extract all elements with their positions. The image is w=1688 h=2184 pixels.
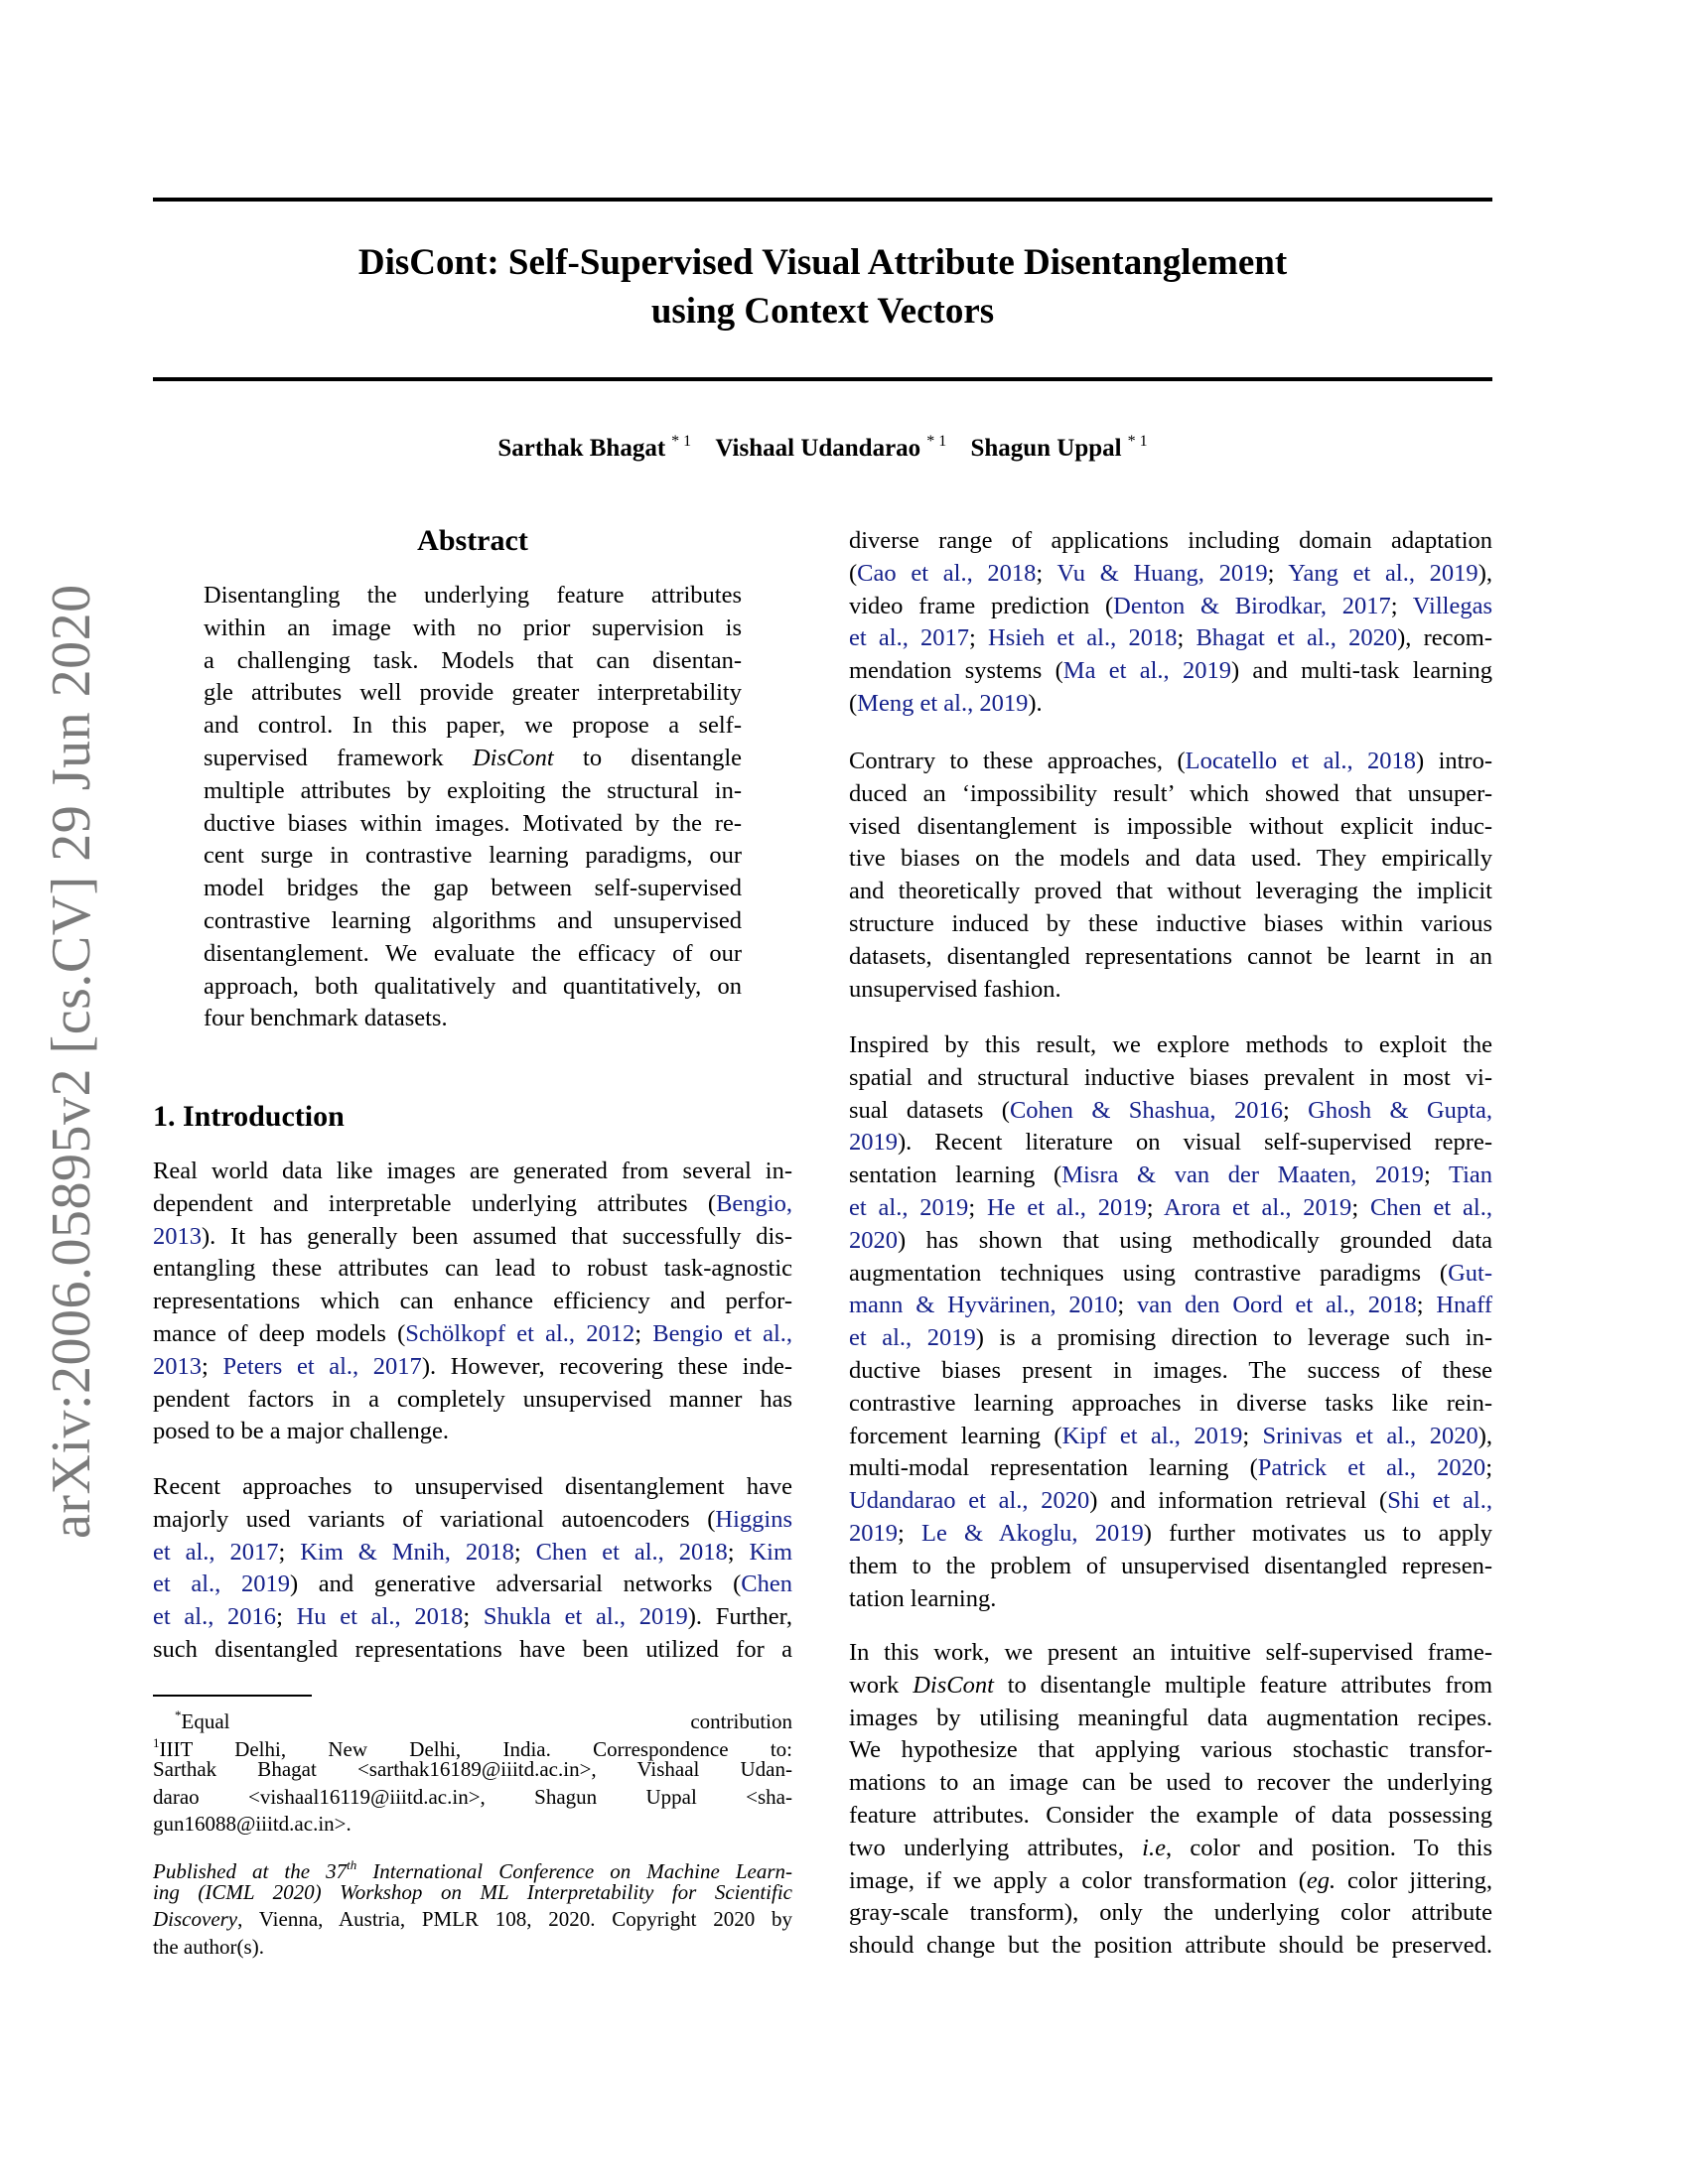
- text: contrastive learning approaches in diverse tasks like rein-: [849, 1389, 1492, 1417]
- text-line: [153, 1906, 792, 1934]
- text: ) has shown that using methodically grounded data: [898, 1226, 1492, 1254]
- text: ) intro-: [1416, 748, 1493, 774]
- citation-link[interactable]: Denton & Birodkar, 2017: [1113, 592, 1391, 619]
- citation-link[interactable]: Bengio et al.,: [652, 1320, 793, 1347]
- text-line: [849, 557, 1492, 590]
- text: diverse range of applications including domain adaptation: [849, 527, 1492, 554]
- text: color jittering,: [1336, 1866, 1492, 1894]
- text: posed to be a major challenge.: [153, 1418, 449, 1445]
- text: supervised framework: [204, 745, 473, 771]
- text: approach, both qualitatively and quantitatively, on: [204, 972, 742, 1000]
- text: ;: [727, 1538, 750, 1566]
- citation-link[interactable]: et al., 2019: [849, 1194, 969, 1221]
- text: ;: [1146, 1194, 1165, 1221]
- text-line: [849, 1289, 1492, 1321]
- citation-link[interactable]: Vu & Huang, 2019: [1056, 559, 1268, 587]
- text-line: [849, 1832, 1492, 1864]
- text: ;: [278, 1538, 301, 1566]
- citation-link[interactable]: 2019: [849, 1129, 898, 1157]
- text-line: [849, 1126, 1492, 1159]
- citation-link[interactable]: He et al., 2019: [986, 1194, 1147, 1221]
- text-line: [849, 1451, 1492, 1484]
- text: ;: [276, 1603, 297, 1631]
- text-line: [153, 1252, 792, 1285]
- text-line: [204, 904, 742, 937]
- text: ;: [1351, 1194, 1370, 1221]
- italic-text: Discovery: [153, 1907, 238, 1931]
- text: tation learning.: [849, 1584, 997, 1612]
- text-line: [153, 1503, 792, 1536]
- text: ). It has generally been assumed that successfully dis-: [202, 1222, 792, 1250]
- text-line: [849, 621, 1492, 654]
- text-line: [849, 1550, 1492, 1582]
- text: ) and information retrieval (: [1089, 1487, 1388, 1515]
- italic-text: eg.: [1306, 1866, 1336, 1894]
- text: Sarthak Bhagat <sarthak16189@iiitd.ac.in>, Vishaal Udan-: [153, 1757, 792, 1781]
- title-bottom-rule: [153, 377, 1492, 381]
- text: sual datasets (: [849, 1096, 1010, 1124]
- text: Recent approaches to unsupervised disentanglement have: [153, 1473, 792, 1500]
- text-line: [153, 1879, 792, 1907]
- text-line: [204, 676, 742, 709]
- text: ;: [1036, 559, 1057, 587]
- text: tive biases on the models and data used. They empirically: [849, 845, 1492, 873]
- text-line: [849, 1257, 1492, 1290]
- text: within an image with no prior supervision is: [204, 614, 742, 641]
- text: datasets, disentangled representations cannot be learnt in an: [849, 942, 1492, 970]
- text: gray-scale transform), only the underlying color attribute: [849, 1899, 1492, 1927]
- text: Real world data like images are generated from several in-: [153, 1158, 792, 1184]
- section-heading-introduction: 1. Introduction: [153, 1100, 345, 1133]
- author-list: [153, 433, 1492, 463]
- citation-link[interactable]: Kim & Mnih, 2018: [300, 1538, 514, 1566]
- text-line: [204, 612, 742, 644]
- citation-link[interactable]: Bengio,: [716, 1189, 792, 1217]
- author-2: Shagun Uppal $^{* 1}$: [970, 433, 1148, 462]
- text: image, if we apply a color transformation (: [849, 1866, 1307, 1894]
- text: ;: [1267, 559, 1289, 587]
- citation-link[interactable]: et al., 2017: [849, 624, 970, 652]
- citation-link[interactable]: Cohen & Shashua, 2016: [1009, 1096, 1283, 1124]
- citation-link[interactable]: Hsieh et al., 2018: [988, 624, 1178, 652]
- text-line: [849, 842, 1492, 875]
- text: entangling these attributes can lead to robust task-agnostic: [153, 1255, 792, 1283]
- text: (: [849, 559, 858, 587]
- text-line: [849, 1028, 1492, 1061]
- text-line: [153, 1568, 792, 1600]
- citation-link[interactable]: et al., 2019: [153, 1570, 290, 1598]
- text-line: [849, 1094, 1492, 1127]
- text: augmentation techniques using contrastive paradigms (: [849, 1259, 1449, 1287]
- citation-link[interactable]: Kim: [749, 1538, 793, 1566]
- citation-link[interactable]: 2013: [153, 1222, 202, 1250]
- text-line: [849, 777, 1492, 810]
- citation-link[interactable]: Udandarao et al., 2020: [849, 1487, 1090, 1515]
- citation-link[interactable]: Cao et al., 2018: [857, 559, 1037, 587]
- text-line: [204, 1002, 742, 1034]
- text: ). Recent literature on visual self-supervised repre-: [898, 1129, 1492, 1157]
- text-line: [204, 644, 742, 677]
- text: ). However, recovering these inde-: [421, 1352, 792, 1380]
- text-line: [153, 1383, 792, 1416]
- text: ;: [969, 624, 989, 652]
- author-1: Vishaal Udandarao $^{* 1}$: [715, 433, 947, 462]
- text: ;: [1177, 624, 1196, 652]
- text: ;: [968, 1194, 987, 1221]
- text: feature attributes. Consider the example of data possessing: [849, 1802, 1492, 1829]
- text: cent surge in contrastive learning paradigms, our: [204, 842, 742, 870]
- italic-text: Published at the: [153, 1859, 327, 1883]
- text-line: [849, 1582, 1492, 1615]
- footnote-mark: *: [175, 1707, 182, 1722]
- text-line: [153, 1934, 792, 1962]
- text: majorly used variants of variational autoencoders (: [153, 1505, 716, 1533]
- text-line: [153, 1350, 792, 1383]
- text-line: [175, 1702, 792, 1733]
- text-line: [849, 1159, 1492, 1191]
- citation-link[interactable]: 2019: [849, 1520, 898, 1547]
- text: two underlying attributes,: [849, 1834, 1143, 1861]
- citation-link[interactable]: Schölkopf et al., 2012: [405, 1320, 635, 1347]
- citation-link[interactable]: Kipf et al., 2019: [1061, 1422, 1243, 1449]
- text: ) further motivates us to apply: [1143, 1520, 1493, 1547]
- text-line: [153, 1784, 792, 1812]
- text: We hypothesize that applying various stochastic transfor-: [849, 1736, 1492, 1764]
- citation-link[interactable]: et al., 2016: [153, 1603, 277, 1631]
- citation-link[interactable]: Shukla et al., 2019: [483, 1603, 688, 1631]
- text: ;: [1390, 592, 1413, 619]
- citation-link[interactable]: 2020: [849, 1226, 898, 1254]
- citation-link[interactable]: 2013: [153, 1352, 202, 1380]
- text: ;: [1242, 1422, 1263, 1449]
- text: gle attributes well provide greater interpretability: [204, 679, 742, 707]
- text: work: [849, 1671, 914, 1699]
- text: ),: [1477, 1422, 1492, 1449]
- text-line: [849, 524, 1492, 557]
- text: ) and generative adversarial networks (: [289, 1570, 742, 1598]
- text: , Vienna, Austria, PMLR 108, 2020. Copyright 2020 by: [237, 1907, 792, 1931]
- text-line: [153, 1600, 792, 1633]
- citation-link[interactable]: Shi et al.,: [1387, 1487, 1492, 1515]
- text: dependent and interpretable underlying attributes (: [153, 1189, 717, 1217]
- superscript: th: [347, 1857, 357, 1872]
- arxiv-stamp: arXiv:2006.05895v2 [cs.CV] 29 Jun 2020: [41, 584, 102, 1539]
- abstract-heading: Abstract: [417, 524, 528, 557]
- italic-text: DisCont: [472, 745, 554, 771]
- text-line: [849, 1733, 1492, 1766]
- citation-link[interactable]: Gut-: [1448, 1259, 1492, 1287]
- text: Equal contribution: [181, 1709, 792, 1733]
- citation-link[interactable]: et al., 2019: [849, 1324, 976, 1352]
- citation-link[interactable]: mann & Hyvärinen, 2010: [849, 1292, 1118, 1319]
- text: IIIT Delhi, New Delhi, India. Correspondence to:: [159, 1736, 792, 1761]
- text: , color and position. To this: [1165, 1834, 1492, 1861]
- italic-text: DisCont: [913, 1671, 994, 1699]
- text-line: [153, 1415, 792, 1447]
- text-line: [204, 579, 742, 612]
- text: ductive biases present in images. The success of these: [849, 1357, 1492, 1384]
- text-line: [849, 973, 1492, 1006]
- text-line: [153, 1729, 792, 1761]
- text: and control. In this paper, we propose a self-: [204, 712, 742, 740]
- citation-link[interactable]: Srinivas et al., 2020: [1262, 1422, 1478, 1449]
- citation-link[interactable]: Hnaff: [1436, 1292, 1493, 1319]
- footnote-rule: [153, 1695, 312, 1697]
- text: ). Further,: [687, 1603, 792, 1631]
- text-line: [849, 1766, 1492, 1799]
- citation-link[interactable]: Meng et al., 2019: [857, 690, 1029, 717]
- text: the author(s).: [153, 1934, 264, 1959]
- text: Inspired by this result, we explore methods to exploit the: [849, 1031, 1492, 1058]
- text-line: [849, 1224, 1492, 1257]
- text-line: [153, 1470, 792, 1503]
- text-line: [153, 1633, 792, 1666]
- text-line: [204, 872, 742, 904]
- citation-link[interactable]: Peters et al., 2017: [222, 1352, 422, 1380]
- text-line: [849, 1321, 1492, 1354]
- text: ductive biases within images. Motivated by the re-: [204, 809, 742, 837]
- text: Contrary to these approaches, (: [849, 748, 1186, 774]
- text-line: [204, 937, 742, 970]
- citation-link[interactable]: Higgins: [715, 1505, 792, 1533]
- text: ;: [1416, 1292, 1437, 1319]
- paper-title: [153, 238, 1492, 336]
- text: four benchmark datasets.: [204, 1005, 448, 1032]
- text-line: [849, 1061, 1492, 1094]
- text-line: [153, 1285, 792, 1317]
- citation-link[interactable]: Chen et al.,: [1369, 1194, 1492, 1221]
- text: to disentangle multiple feature attributes from: [993, 1671, 1492, 1699]
- citation-link[interactable]: Chen et al., 2018: [535, 1538, 728, 1566]
- text: model bridges the gap between self-supervised: [204, 875, 742, 902]
- text: ),: [1477, 559, 1492, 587]
- text: ), recom-: [1397, 624, 1492, 652]
- text-line: [849, 1799, 1492, 1832]
- citation-link[interactable]: Ma et al., 2019: [1062, 657, 1231, 685]
- text: to disentangle: [553, 745, 742, 771]
- text-line: [153, 1536, 792, 1569]
- title-line-2: using Context Vectors: [650, 291, 995, 332]
- text-line: [849, 745, 1492, 777]
- citation-link[interactable]: Arora et al., 2019: [1164, 1194, 1352, 1221]
- text-line: [849, 1191, 1492, 1224]
- text-line: [849, 940, 1492, 973]
- italic-text: 37: [326, 1859, 348, 1883]
- text: forcement learning (: [849, 1422, 1062, 1449]
- citation-link[interactable]: Chen: [741, 1570, 792, 1598]
- text: ;: [1423, 1161, 1449, 1189]
- title-line-1: DisCont: Self-Supervised Visual Attribute Disentanglement: [357, 242, 1288, 283]
- text-line: [153, 1851, 792, 1883]
- text-line: [849, 1929, 1492, 1962]
- text-line: [849, 1636, 1492, 1669]
- text: mations to an image can be used to recover the underlying: [849, 1769, 1492, 1797]
- text-line: [153, 1756, 792, 1784]
- text-line: [849, 590, 1492, 622]
- text: sentation learning (: [849, 1161, 1062, 1189]
- text: vised disentanglement is impossible without explicit induc-: [849, 812, 1492, 840]
- text: pendent factors in a completely unsupervised manner has: [153, 1385, 792, 1413]
- text: contrastive learning algorithms and unsupervised: [204, 907, 742, 934]
- text-line: [849, 1484, 1492, 1517]
- title-top-rule: [153, 198, 1492, 202]
- text: gun16088@iiitd.ac.in>.: [153, 1812, 352, 1836]
- italic-text: ing (ICML 2020) Workshop on ML Interpretability for Scientific: [153, 1879, 792, 1904]
- text-line: [153, 1811, 792, 1839]
- footnote-mark: 1: [153, 1734, 160, 1750]
- citation-link[interactable]: Yang et al., 2019: [1288, 559, 1478, 587]
- text: ;: [202, 1352, 223, 1380]
- citation-link[interactable]: et al., 2017: [153, 1538, 279, 1566]
- text-line: [849, 1420, 1492, 1452]
- text-line: [849, 1896, 1492, 1929]
- text-line: [153, 1187, 792, 1220]
- text: ;: [634, 1320, 653, 1347]
- text-line: [849, 875, 1492, 907]
- text: (: [849, 690, 858, 717]
- text: ;: [513, 1538, 536, 1566]
- text-line: [153, 1155, 792, 1187]
- text: multiple attributes by exploiting the structural in-: [204, 776, 742, 804]
- citation-link[interactable]: Tian: [1448, 1161, 1493, 1189]
- text: and theoretically proved that without leveraging the implicit: [849, 878, 1492, 905]
- text-line: [204, 970, 742, 1003]
- citation-link[interactable]: Patrick et al., 2020: [1257, 1454, 1486, 1482]
- text-line: [153, 1220, 792, 1253]
- text: In this work, we present an intuitive self-supervised frame-: [849, 1639, 1492, 1666]
- text-line: [204, 709, 742, 742]
- text: darao <vishaal16119@iiitd.ac.in>, Shagun Uppal <sha-: [153, 1784, 792, 1809]
- text-line: [849, 810, 1492, 843]
- text: such disentangled representations have been utilized for a: [153, 1636, 792, 1663]
- text: should change but the position attribute should be preserved.: [849, 1932, 1492, 1960]
- text: ) and multi-task learning: [1230, 657, 1493, 685]
- text: ;: [1485, 1454, 1492, 1482]
- text: duced an ‘impossibility result’ which showed that unsuper-: [849, 779, 1492, 807]
- text: Disentangling the underlying feature attributes: [204, 582, 742, 609]
- text-line: [153, 1317, 792, 1350]
- text: ).: [1028, 690, 1043, 717]
- text: images by utilising meaningful data augmentation recipes.: [849, 1704, 1492, 1731]
- text-line: [849, 1517, 1492, 1550]
- citation-link[interactable]: Villegas: [1412, 592, 1492, 619]
- text-line: [849, 1387, 1492, 1420]
- text: disentanglement. We evaluate the efficacy of our: [204, 939, 742, 967]
- text-line: [204, 839, 742, 872]
- citation-link[interactable]: Bhagat et al., 2020: [1196, 624, 1398, 652]
- text-line: [204, 742, 742, 774]
- text: ;: [1117, 1292, 1138, 1319]
- author-0: Sarthak Bhagat $^{* 1}$: [497, 433, 692, 462]
- text-line: [849, 1354, 1492, 1387]
- text-line: [849, 1702, 1492, 1734]
- citation-link[interactable]: Misra & van der Maaten, 2019: [1061, 1161, 1424, 1189]
- text: structure induced by these inductive biases within various: [849, 910, 1492, 937]
- citation-link[interactable]: Hu et al., 2018: [296, 1603, 464, 1631]
- text-line: [204, 774, 742, 807]
- text: ;: [898, 1520, 921, 1547]
- text: mance of deep models (: [153, 1320, 406, 1347]
- text-line: [204, 807, 742, 840]
- text: representations which can enhance efficiency and perfor-: [153, 1288, 792, 1315]
- text: ;: [463, 1603, 484, 1631]
- italic-text: i.e: [1142, 1834, 1166, 1861]
- text: them to the problem of unsupervised disentangled represen-: [849, 1552, 1492, 1579]
- citation-link[interactable]: van den Oord et al., 2018: [1137, 1292, 1417, 1319]
- text: video frame prediction (: [849, 592, 1114, 619]
- text-line: [849, 1864, 1492, 1897]
- citation-link[interactable]: Le & Akoglu, 2019: [921, 1520, 1144, 1547]
- citation-link[interactable]: Locatello et al., 2018: [1185, 748, 1416, 774]
- italic-text: International Conference on Machine Learn-: [356, 1859, 792, 1883]
- text: ;: [1282, 1096, 1309, 1124]
- text: spatial and structural inductive biases prevalent in most vi-: [849, 1063, 1492, 1091]
- text: ) is a promising direction to leverage such in-: [975, 1324, 1492, 1352]
- text: unsupervised fashion.: [849, 975, 1061, 1003]
- text-line: [849, 654, 1492, 687]
- text-line: [849, 687, 1492, 720]
- text-line: [849, 907, 1492, 940]
- citation-link[interactable]: Ghosh & Gupta,: [1308, 1096, 1492, 1124]
- text-line: [849, 1669, 1492, 1702]
- text: mendation systems (: [849, 657, 1063, 685]
- text: a challenging task. Models that can disentan-: [204, 646, 742, 674]
- text: multi-modal representation learning (: [849, 1454, 1258, 1482]
